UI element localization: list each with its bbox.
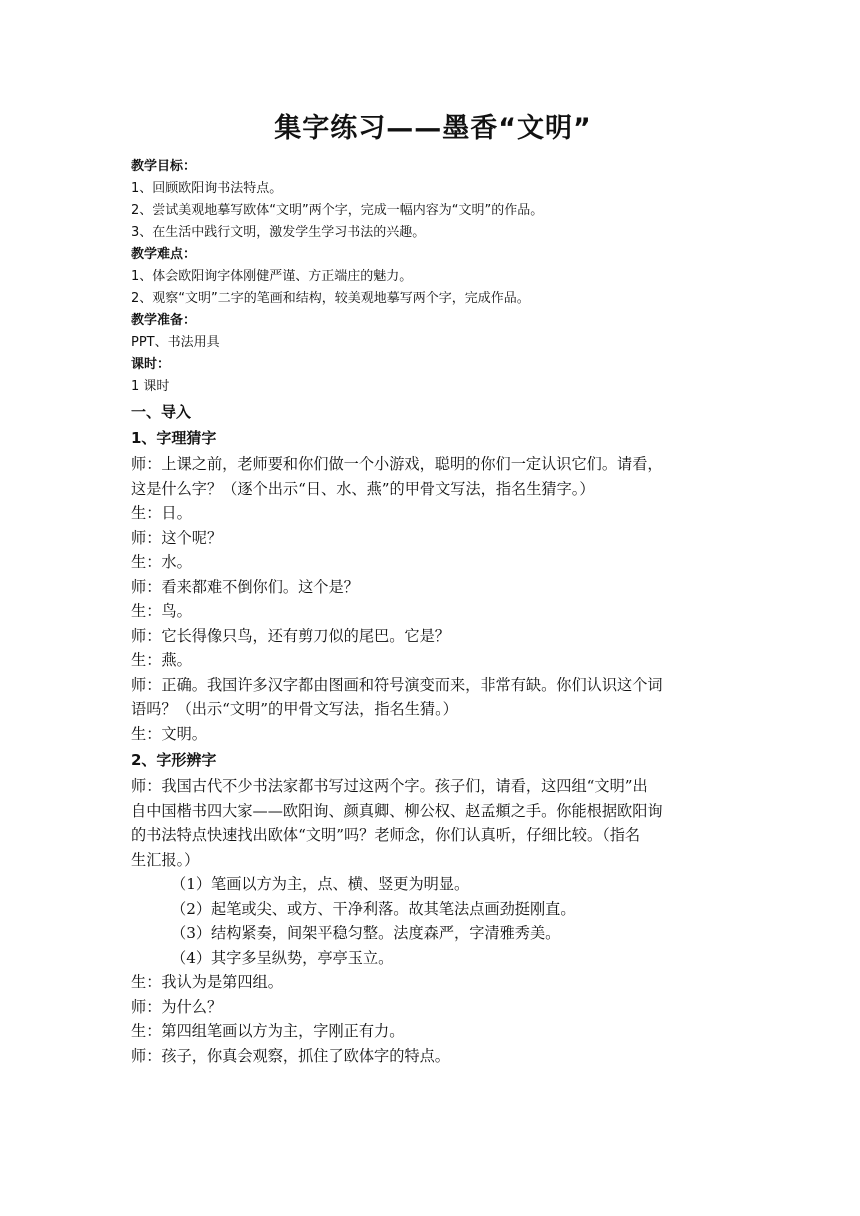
difficulties-heading: 教学难点： [131,247,197,262]
dialogue-line: 生汇报。） [131,850,200,869]
dialogue-line: 自中国楷书四大家——欧阳询、颜真卿、柳公权、赵孟頫之手。你能根据欧阳询 [131,801,663,820]
dialogue-line: 师：上课之前，老师要和你们做一个小游戏，聪明的你们一定认识它们。请看， [131,455,663,473]
objectives-heading: 教学目标： [131,159,197,174]
preparation-text: PPT、书法用具 [131,335,220,350]
option-line: （1）笔画以方为主，点、横、竖更为明显。 [171,875,470,893]
option-line: （2）起笔或尖、或方、干净利落。故其笔法点画劲挺刚直。 [171,899,576,918]
dialogue-line: 师：正确。我国许多汉字都由图画和符号演变而来，非常有缺。你们认识这个词 [131,675,663,694]
dialogue-line: 师：为什么？ [131,997,223,1016]
dialogue-line: 生：燕。 [131,651,192,669]
period-heading: 课时： [131,357,171,372]
dialogue-line: 语吗？（出示“文明”的甲骨文写法，指名生猜。） [131,700,458,718]
dialogue-line: 生：文明。 [131,724,207,743]
dialogue-line: 的书法特点快速找出欧体“文明”吗？老师念，你们认真听，仔细比较。（指名 [131,826,641,844]
dialogue-line: 生：水。 [131,553,192,571]
objective-item: 2、尝试美观地摹写欧体“文明”两个字，完成一幅内容为“文明”的作品。 [131,203,544,218]
document-body [131,110,735,1068]
dialogue-line: 生：鸟。 [131,602,192,620]
difficulty-item: 1、体会欧阳询字体刚健严谨、方正端庄的魅力。 [131,269,413,284]
dialogue-line: 师：我国古代不少书法家都书写过这两个字。孩子们，请看，这四组“文明”出 [131,777,648,795]
section-heading: 一、导入 [131,403,192,421]
page-title: 集字练习——墨香“文明” [274,113,592,144]
preparation-heading: 教学准备： [131,313,197,328]
dialogue-line: 师：这个呢？ [131,528,223,547]
dialogue-line: 师：孩子，你真会观察，抓住了欧体字的特点。 [131,1046,450,1065]
dialogue-line: 生：第四组笔画以方为主，字刚正有力。 [131,1022,405,1040]
period-text: 1 课时 [131,379,170,394]
subsection-heading: 2、字形辨字 [131,751,217,769]
dialogue-line: 生：日。 [131,504,192,522]
dialogue-line: 师：看来都难不倒你们。这个是？ [131,577,359,596]
dialogue-line: 这是什么字？（逐个出示“日、水、燕”的甲骨文写法，指名生猜字。） [131,479,595,498]
option-line: （4）其字多呈纵势，亭亭玉立。 [171,948,394,967]
option-line: （3）结构紧奏，间架平稳匀整。法度森严，字清雅秀美。 [171,924,561,942]
dialogue-line: 生：我认为是第四组。 [131,973,283,991]
difficulty-item: 2、观察“文明”二字的笔画和结构，较美观地摹写两个字，完成作品。 [131,291,530,306]
dialogue-line: 师：它长得像只鸟，还有剪刀似的尾巴。它是？ [131,626,450,645]
objective-item: 1、回顾欧阳询书法特点。 [131,181,283,196]
objective-item: 3、在生活中践行文明，激发学生学习书法的兴趣。 [131,225,426,240]
subsection-heading: 1、字理猜字 [131,429,217,447]
